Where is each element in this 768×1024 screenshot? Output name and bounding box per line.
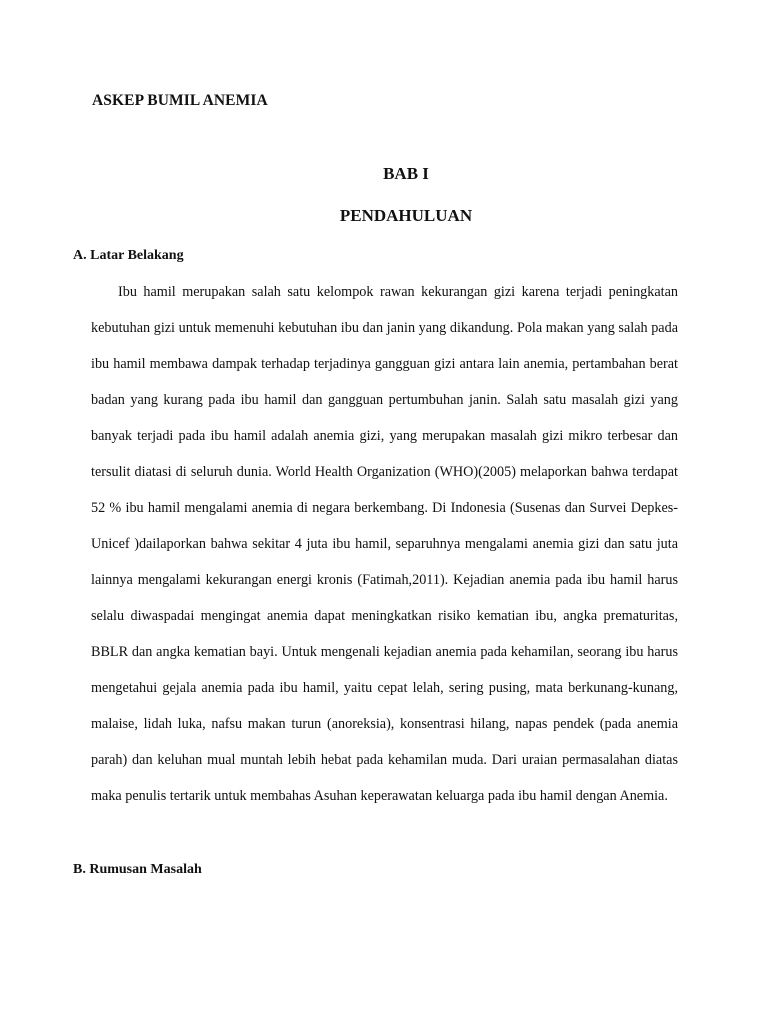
chapter-number: BAB I <box>383 164 429 183</box>
chapter-title: PENDAHULUAN <box>339 206 473 225</box>
section-heading-latar-belakang: A. Latar Belakang <box>73 248 184 263</box>
section-heading-rumusan-masalah: B. Rumusan Masalah <box>73 862 202 877</box>
body-paragraph: Ibu hamil merupakan salah satu kelompok rawan kekurangan gizi karena terjadi peningkatan kebutuhan gizi untuk memenuhi kebutuhan ibu dan janin yang dikandung. Pola makan yang salah pada ibu hamil membawa dampak terhadap terjadinya gangguan gizi antara lain anemia, pertambahan berat badan yang kurang pada ibu hamil dan gangguan pertumbuhan janin. Salah satu masalah gizi yang banyak terjadi pada ibu hamil adalah anemia gizi, yang merupakan masalah gizi mikro terbesar dan tersulit diatasi di seluruh dunia. World Health Organization (WHO)(2005) melaporkan bahwa terdapat 52 % ibu hamil mengalami anemia di negara berkembang. Di Indonesia (Susenas dan Survei Depkes- Unicef )dailaporkan bahwa sekitar 4 juta ibu hamil, separuhnya mengalami anemia gizi dan satu juta lainnya mengalami kekurangan energi kronis (Fatimah,2011). Kejadian anemia pada ibu hamil harus selalu diwaspadai mengingat anemia dapat meningkatkan risiko kematian ibu, angka prematuritas, BBLR dan angka kematian bayi. Untuk mengenali kejadian anemia pada kehamilan, seorang ibu harus mengetahui gejala anemia pada ibu hamil, yaitu cepat lelah, sering pusing, mata berkunang-kunang, malaise, lidah luka, nafsu makan turun (anoreksia), konsentrasi hilang, napas pendek (pada anemia parah) dan keluhan mual muntah lebih hebat pada kehamilan muda. Dari uraian permasalahan diatas maka penulis tertarik untuk membahas Asuhan keperawatan keluarga pada ibu hamil dengan Anemia. <box>91 284 678 804</box>
document-title: ASKEP BUMIL ANEMIA <box>92 92 268 109</box>
